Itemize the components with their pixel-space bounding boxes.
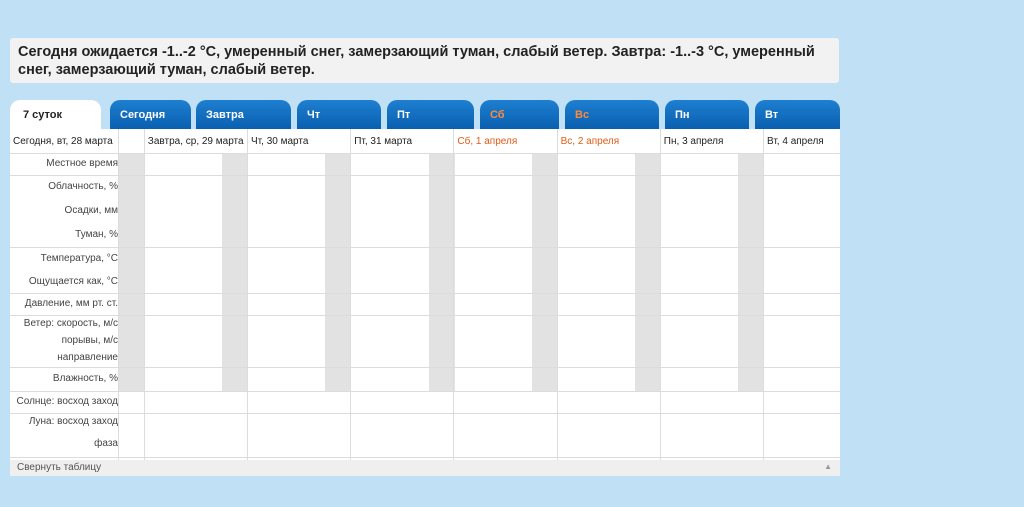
tab-0[interactable]: 7 суток <box>10 100 101 129</box>
day-header: Чт, 30 марта <box>251 136 309 147</box>
night-column <box>325 153 351 391</box>
row-label-clouds: Облачность, % <box>48 181 118 192</box>
day-header: Сб, 1 апреля <box>457 136 518 147</box>
row-label-precip: Осадки, мм <box>64 205 118 216</box>
day-divider <box>144 129 145 460</box>
row-divider <box>10 315 840 316</box>
day-divider <box>453 129 454 460</box>
day-header: Пт, 31 марта <box>354 136 413 147</box>
row-label-time: Местное время <box>46 158 118 169</box>
row-label-temp: Температура, °C <box>40 253 118 264</box>
row-label-fog: Туман, % <box>75 229 118 240</box>
row-label-feels: Ощущается как, °C <box>28 276 118 287</box>
day-header: Пн, 3 апреля <box>663 136 724 147</box>
tab-3[interactable]: Чт <box>297 100 381 129</box>
row-divider <box>10 391 840 392</box>
row-divider <box>10 367 840 368</box>
tab-8[interactable]: Вт <box>755 100 840 129</box>
tab-2[interactable]: Завтра <box>196 100 291 129</box>
row-divider <box>10 247 840 248</box>
tab-1[interactable]: Сегодня <box>110 100 191 129</box>
tab-4[interactable]: Пт <box>387 100 474 129</box>
row-divider <box>10 293 840 294</box>
day-divider <box>350 129 351 460</box>
tab-6[interactable]: Вс <box>565 100 659 129</box>
row-label-humidity: Влажность, % <box>52 373 118 384</box>
tab-5[interactable]: Сб <box>480 100 559 129</box>
night-column <box>532 153 558 391</box>
night-column <box>635 153 661 391</box>
day-header: Вс, 2 апреля <box>560 136 620 147</box>
row-label-pressure: Давление, мм рт. ст. <box>24 298 118 309</box>
night-column <box>429 153 455 391</box>
row-divider <box>10 153 840 154</box>
tab-7[interactable]: Пн <box>665 100 749 129</box>
day-divider <box>247 129 248 460</box>
collapse-arrow-icon: ▲ <box>824 462 832 471</box>
collapse-label: Свернуть таблицу <box>17 462 102 473</box>
day-divider <box>660 129 661 460</box>
row-label-direction: направление <box>57 352 118 363</box>
day-header: Сегодня, вт, 28 марта <box>13 136 113 147</box>
forecast-widget <box>10 100 840 476</box>
row-label-moon: Луна: восход заход <box>28 416 118 427</box>
day-divider <box>763 129 764 460</box>
collapse-table-button[interactable] <box>10 460 840 476</box>
night-column <box>119 153 145 391</box>
row-divider <box>10 413 840 414</box>
night-column <box>222 153 248 391</box>
day-header: Завтра, ср, 29 марта <box>147 136 244 147</box>
day-divider <box>118 129 119 460</box>
tab-bar <box>10 100 840 129</box>
row-label-sun: Солнце: восход заход <box>16 396 118 407</box>
row-divider <box>10 457 840 458</box>
day-header: Вт, 4 апреля <box>767 136 824 147</box>
night-column <box>738 153 764 391</box>
forecast-summary: Сегодня ожидается -1..-2 °C, умеренный снег, замерзающий туман, слабый ветер. Завтра: -1..-3 °C, умеренный снег, замерзающий туман, слабый ветер. <box>10 38 839 83</box>
row-label-gusts: порывы, м/с <box>61 335 118 346</box>
row-label-moon_phase: фаза <box>94 438 118 449</box>
row-label-wind_speed: Ветер: скорость, м/с <box>23 318 118 329</box>
row-divider <box>10 175 840 176</box>
day-divider <box>557 129 558 460</box>
